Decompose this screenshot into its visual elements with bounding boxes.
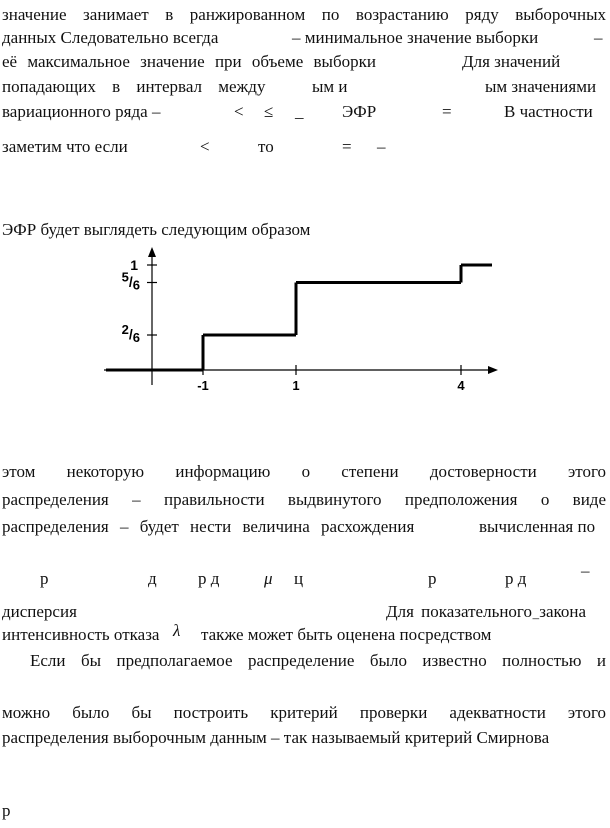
y-axis-arrow xyxy=(148,247,156,257)
text-line-7 xyxy=(2,461,606,483)
text-line-2 xyxy=(2,27,606,49)
lambda-symbol: λ xyxy=(173,621,181,640)
text-fragment: дисперсия xyxy=(2,602,77,621)
y-tick-label: 5/6 xyxy=(121,269,140,293)
text-line-12-content: Если бы предполагаемое распределение было известно полностью и xyxy=(30,651,606,670)
text-line-7-content: этом некоторую информацию о степени достоверности этого xyxy=(2,462,606,481)
text-line-13-content: можно было бы построить критерий проверки адекватности этого xyxy=(2,703,606,722)
y-tick-label: 2/6 xyxy=(121,322,140,346)
x-axis-arrow xyxy=(488,366,498,374)
chart-ticks xyxy=(122,257,466,393)
formula-fragment: р xyxy=(428,569,437,588)
x-tick-label: 1 xyxy=(292,378,300,393)
text-fragment: = xyxy=(342,137,352,156)
x-tick-label: 4 xyxy=(457,378,465,393)
text-fragment: вариационного ряда – xyxy=(2,102,161,121)
text-fragment: < xyxy=(234,102,244,121)
text-fragment: ≤ xyxy=(264,102,274,121)
text-fragment: В частности xyxy=(504,102,593,121)
formula-fragment: μ xyxy=(264,569,273,588)
text-line-12 xyxy=(30,650,606,672)
formula-fragment: д xyxy=(148,569,157,588)
text-line-1 xyxy=(2,4,606,26)
text-fragment: ым и xyxy=(312,77,348,96)
text-fragment: Для значений xyxy=(462,52,561,71)
text-fragment: распределения – будет нести величина расхождения xyxy=(2,517,415,536)
text-fragment: вычисленная по xyxy=(479,517,596,536)
text-fragment: ым значениями xyxy=(485,77,597,96)
text-fragment: то xyxy=(258,137,274,156)
formula-row xyxy=(2,561,606,590)
text-line-3 xyxy=(2,51,606,73)
text-fragment: _ xyxy=(295,102,304,121)
text-fragment: её максимальное значение при объеме выборки xyxy=(2,52,376,71)
text-fragment: Для показательного закона xyxy=(386,602,587,621)
text-fragment: = xyxy=(442,102,452,121)
chart-caption xyxy=(2,219,606,241)
chart-axes xyxy=(104,247,498,385)
text-fragment: – xyxy=(594,28,603,47)
text-line-10 xyxy=(2,601,606,623)
x-tick-label: -1 xyxy=(197,378,209,393)
text-line-13 xyxy=(2,702,606,724)
text-line-8-content: распределения – правильности выдвинутого предположения о виде xyxy=(2,490,606,509)
macron-mark: ‾ xyxy=(533,617,539,636)
y-tick-label: 1 xyxy=(130,257,138,273)
text-line-4 xyxy=(2,76,606,98)
text-line-11 xyxy=(2,617,606,646)
formula-fragment: р д xyxy=(198,569,220,588)
ecdf-step-chart xyxy=(100,245,500,425)
text-fragment: ЭФР xyxy=(342,102,377,121)
text-line-14-content: распределения выборочным данным – так называемый критерий Смирнова xyxy=(2,728,550,747)
text-line-14 xyxy=(2,727,606,749)
formula-fragment: – xyxy=(581,561,590,580)
text-line-6 xyxy=(2,136,606,158)
text-line-1-content: значение занимает в ранжированном по возрастанию ряду выборочных xyxy=(2,5,606,24)
chart-steps xyxy=(106,265,492,370)
text-fragment: – xyxy=(377,137,386,156)
text-fragment: – минимальное значение выборки xyxy=(292,28,539,47)
text-fragment: данных Следовательно всегда xyxy=(2,28,219,47)
text-fragment: интенсивность отказа xyxy=(2,625,160,644)
text-line-5 xyxy=(2,101,606,123)
text-fragment: попадающих в интервал между xyxy=(2,77,266,96)
chart-caption-text: ЭФР будет выглядеть следующим образом xyxy=(2,220,311,239)
formula-fragment: р xyxy=(40,569,49,588)
text-line-15-content: р xyxy=(2,801,11,820)
formula-fragment: р д xyxy=(505,569,527,588)
formula-fragment: ц xyxy=(294,569,304,588)
text-line-15 xyxy=(2,800,606,822)
text-fragment: < xyxy=(200,137,210,156)
text-line-8 xyxy=(2,489,606,511)
text-line-9 xyxy=(2,516,606,538)
text-fragment: также может быть оценена посредством xyxy=(201,625,492,644)
text-fragment: заметим что если xyxy=(2,137,128,156)
